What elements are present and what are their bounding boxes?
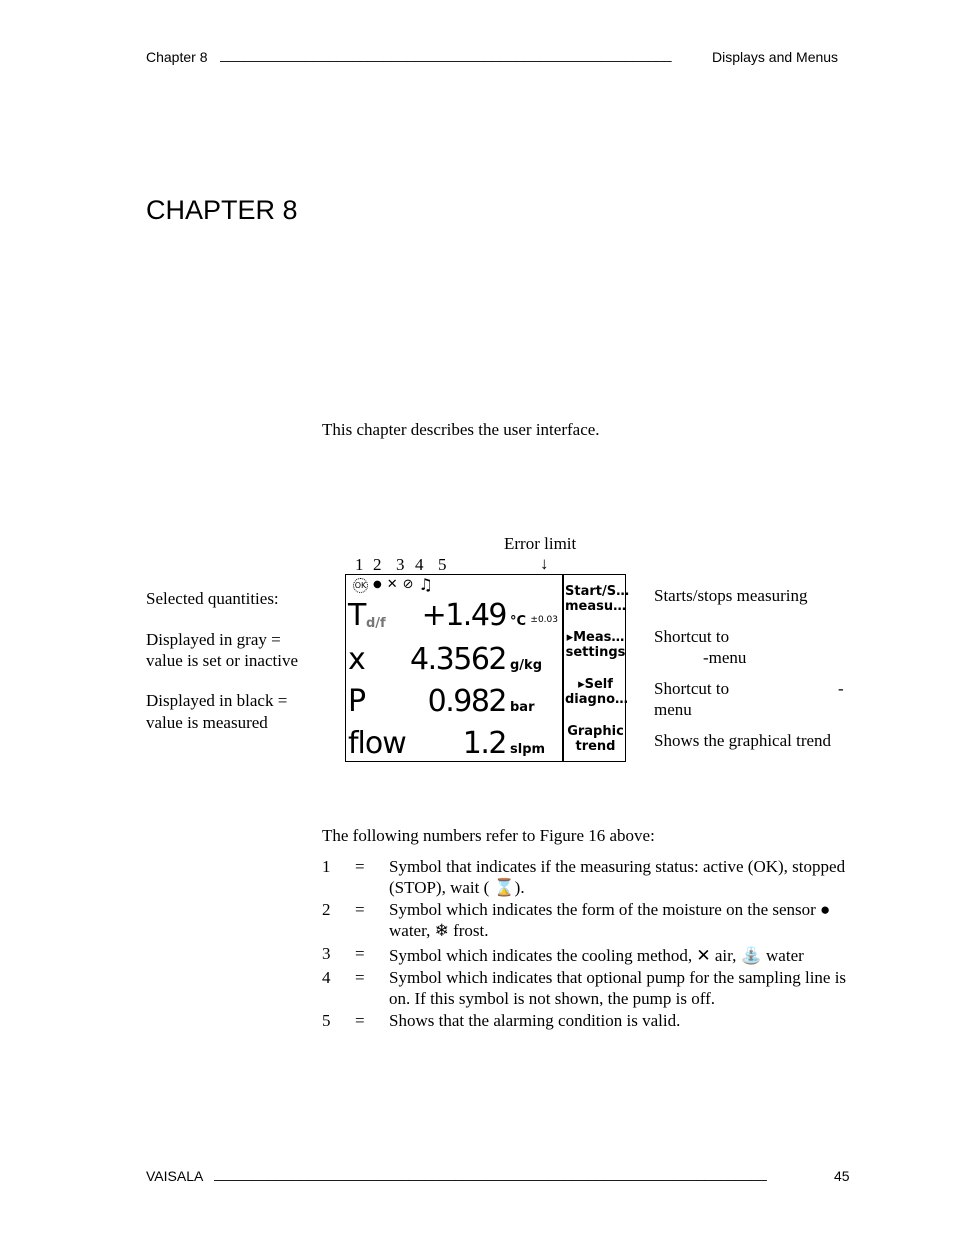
item-text: Symbol which indicates the form of the moisture on the sensor ● water, ❄ frost. [389,900,831,940]
self-diagnostics-button[interactable] [565,670,629,714]
alarm-note-icon: ♫ [418,575,433,594]
icon-number-5: 5 [438,555,447,574]
item-equals: = [355,857,365,876]
water-drop-icon: ● [373,579,382,590]
icon-number-3: 3 [396,555,405,574]
icon-number-4: 4 [415,555,424,574]
item-number: 3 [322,944,331,963]
quantity-label: x [348,642,365,677]
item-text: Shows that the alarming condition is valid. [389,1011,681,1030]
quantity-label: flow [348,726,406,761]
item-number: 5 [322,1011,331,1030]
item-text: Symbol which indicates the cooling method, ✕ air, ⛲ water [389,946,804,965]
quantity-label: T [348,598,366,633]
ok-icon: OK [353,578,368,593]
pump-icon: ⊘ [402,577,414,592]
page-number: 45 [834,1168,850,1184]
footer-rule: _______________________________________________________________________ [214,1165,767,1181]
item-text: Symbol which indicates that optional pump for the sampling line is on. If this symbol is not shown, the pump is off. [389,968,847,1008]
menu-label-line2: trend [575,739,616,754]
item-equals: = [355,1011,365,1030]
measurement-settings-button[interactable] [565,623,626,667]
error-limit-label: Error limit [504,534,577,553]
quantity-unit: °C [510,614,527,629]
error-limit-value: ±0.03 [530,615,558,625]
note-gray-line2: value is set or inactive [146,651,299,670]
device-display [345,574,630,762]
note-shortcut2-b: menu [654,700,692,719]
menu-label-line1: Start/S… [565,584,630,599]
menu-label-line2: measu… [565,599,627,614]
list-item [322,856,862,898]
quantity-unit: g/kg [510,658,543,673]
menu-label-line2: diagno… [565,692,629,707]
note-gray-line1: Displayed in gray = [146,630,281,649]
intro-paragraph: This chapter describes the user interface. [322,420,600,439]
note-selected-quantities: Selected quantities: [146,589,279,608]
graphic-trend-button[interactable] [565,717,626,761]
note-shortcut1-a: Shortcut to [654,627,730,646]
item-equals: = [355,900,365,919]
display-divider [562,575,564,761]
note-black-line2: value is measured [146,713,268,732]
display-row-flow [346,719,562,763]
note-black-line1: Displayed in black = [146,691,288,710]
quantity-value: 1.2 [462,726,506,761]
note-start-stop: Starts/stops measuring [654,586,808,605]
quantity-value: +1.49 [421,598,506,633]
note-shortcut1-b: -menu [703,648,747,667]
icon-number-1: 1 [355,555,364,574]
air-cooling-icon: ✕ [386,577,398,592]
quantity-unit: slpm [510,742,546,757]
item-equals: = [355,968,365,987]
list-item [322,1010,862,1032]
item-number: 4 [322,968,331,987]
display-row-dewpoint [346,591,562,635]
list-item [322,943,862,965]
menu-label-line2: settings [565,645,626,660]
note-shortcut2-a: Shortcut to [654,679,730,698]
quantity-label: P [348,684,366,719]
header-chapter: Chapter 8 [146,49,208,65]
list-item [322,899,862,941]
error-limit-arrow: ↓ [540,554,549,573]
quantity-value: 0.982 [427,684,506,719]
header-section: Displays and Menus [712,49,839,65]
quantity-sub: d/f [366,616,386,631]
list-intro: The following numbers refer to Figure 16 above: [322,826,655,845]
icon-number-2: 2 [373,555,382,574]
item-equals: = [355,944,365,963]
note-shortcut2-dash: - [838,679,844,698]
item-text: Symbol that indicates if the measuring status: active (OK), stopped (STOP), wait ( ⌛). [389,857,846,897]
menu-label-line1: ▸Meas… [566,630,625,645]
start-stop-button[interactable] [565,577,630,621]
chapter-title: CHAPTER 8 [146,195,298,225]
page-header [146,49,207,65]
menu-label-line1: ▸Self [578,677,613,692]
quantity-unit: bar [510,700,535,715]
display-row-pressure [346,677,562,721]
note-graphical-trend: Shows the graphical trend [654,731,832,750]
quantity-value: 4.3562 [410,642,506,677]
footer-brand: VAISALA [146,1168,204,1184]
display-row-mixing-ratio [346,635,562,679]
menu-label-line1: Graphic [567,724,624,739]
list-item [322,967,862,1009]
header-rule: __________________________________________________________ [220,46,672,62]
item-number: 1 [322,857,331,876]
item-number: 2 [322,900,331,919]
